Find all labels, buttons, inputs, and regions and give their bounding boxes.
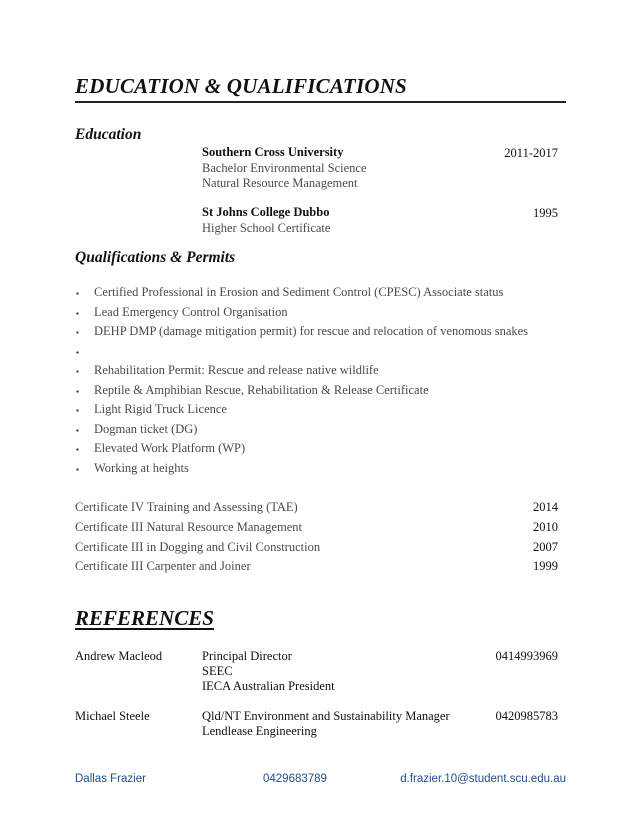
qualifications-subheading: Qualifications & Permits (75, 249, 236, 266)
bullet-icon: ▪ (76, 348, 79, 357)
reference-name: Andrew Macleod (75, 649, 163, 663)
footer-email[interactable]: d.frazier.10@student.scu.edu.au (400, 773, 566, 785)
certificate-name: Certificate IV Training and Assessing (TAE) (75, 500, 298, 514)
bullet-icon: ▪ (76, 367, 79, 376)
qualification-item: Rehabilitation Permit: Rescue and release native wildlife (94, 363, 379, 377)
qualification-item: Working at heights (94, 461, 189, 475)
qualification-item: Elevated Work Platform (WP) (94, 441, 246, 455)
education-detail: Bachelor Environmental Science (202, 161, 367, 175)
qualification-item: Reptile & Amphibian Rescue, Rehabilitation & Release Certificate (94, 383, 429, 397)
qualification-item: DEHP DMP (damage mitigation permit) for rescue and relocation of venomous snakes (94, 324, 529, 338)
certificate-year: 2010 (533, 520, 558, 534)
bullet-icon: ▪ (76, 465, 79, 474)
bullet-icon: ▪ (76, 289, 79, 298)
bullet-icon: ▪ (76, 328, 79, 337)
footer-phone: 0429683789 (263, 773, 327, 785)
bullet-icon: ▪ (76, 309, 79, 318)
certificate-name: Certificate III Carpenter and Joiner (75, 559, 251, 573)
bullet-icon: ▪ (76, 426, 79, 435)
section-heading-education-qualifications: EDUCATION & QUALIFICATIONS (75, 74, 407, 98)
qualification-item: Certified Professional in Erosion and Sediment Control (CPESC) Associate status (94, 285, 504, 299)
qualification-item: Dogman ticket (DG) (94, 422, 198, 436)
bullet-icon: ▪ (76, 406, 79, 415)
certificate-year: 2014 (533, 500, 558, 514)
certificate-year: 2007 (533, 540, 558, 554)
education-institution: Southern Cross University (202, 145, 344, 159)
certificate-name: Certificate III in Dogging and Civil Construction (75, 540, 321, 554)
bullet-icon: ▪ (76, 445, 79, 454)
education-detail: Higher School Certificate (202, 221, 331, 235)
reference-phone: 0420985783 (495, 709, 558, 723)
section-heading-references: REFERENCES (75, 606, 214, 630)
reference-phone: 0414993969 (495, 649, 558, 663)
bullet-icon: ▪ (76, 387, 79, 396)
education-years: 2011-2017 (504, 146, 558, 160)
heading-divider (75, 101, 566, 103)
reference-detail: Principal Director (202, 649, 292, 663)
reference-name: Michael Steele (75, 709, 150, 723)
education-years: 1995 (533, 206, 558, 220)
education-institution: St Johns College Dubbo (202, 205, 330, 219)
reference-detail: Qld/NT Environment and Sustainability Manager (202, 709, 450, 723)
footer-name: Dallas Frazier (75, 773, 146, 785)
reference-detail: IECA Australian President (202, 679, 335, 693)
qualification-item: Lead Emergency Control Organisation (94, 305, 288, 319)
certificate-name: Certificate III Natural Resource Management (75, 520, 302, 534)
qualification-item: Light Rigid Truck Licence (94, 402, 227, 416)
education-subheading: Education (75, 126, 142, 143)
education-detail: Natural Resource Management (202, 176, 358, 190)
reference-detail: Lendlease Engineering (202, 724, 317, 738)
certificate-year: 1999 (533, 559, 558, 573)
reference-detail: SEEC (202, 664, 233, 678)
